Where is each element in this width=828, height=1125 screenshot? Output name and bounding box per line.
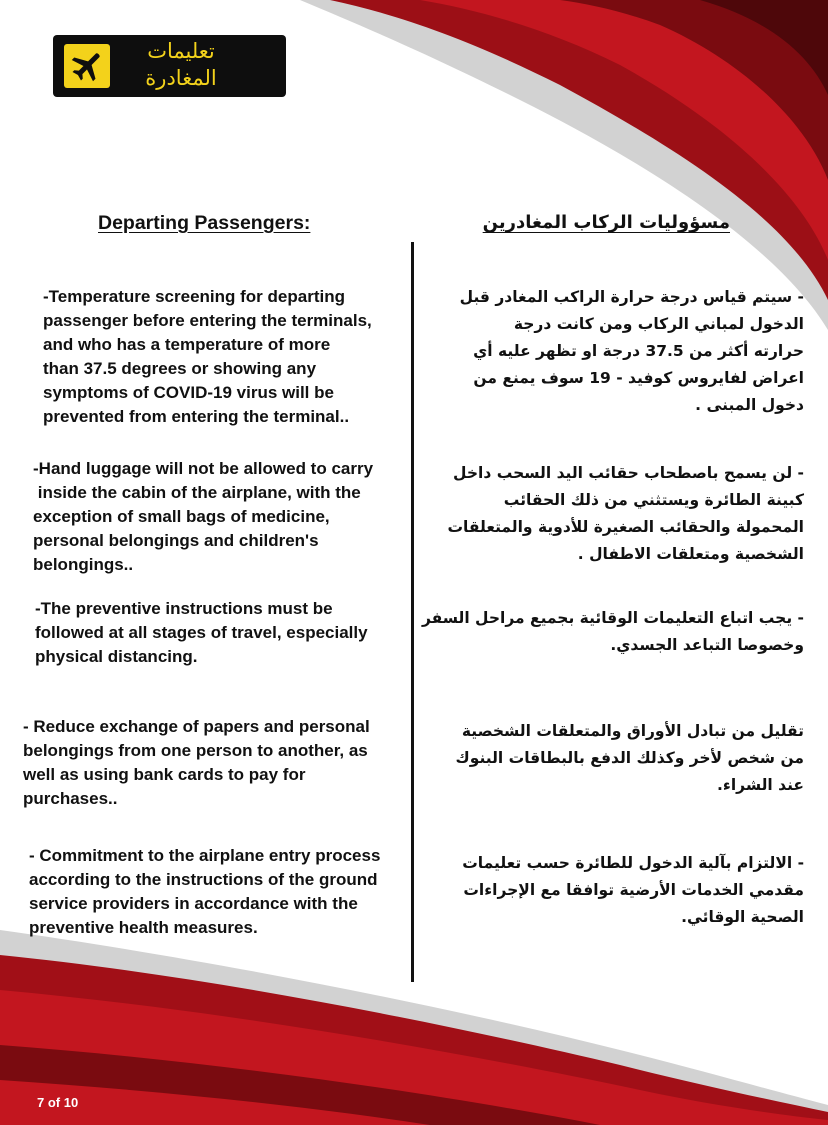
page-number: 7 of 10 [37,1095,79,1110]
ar-item-papers: تقليل من تبادل الأوراق والمتعلقات الشخصية من شخص لأخر وكذلك الدفع بالبطاقات البنوك عند الشراء. [455,722,804,794]
en-item-entry-process: - Commitment to the airplane entry process according to the instructions of the ground service providers in accordance with the preventive health measures. [29,846,381,937]
ar-item-preventive: - يجب اتباع التعليمات الوقائية بجميع مراحل السفر وخصوصا التباعد الجسدي. [421,609,804,654]
ar-item-temperature: - سيتم قياس درجة حرارة الراكب المغادر قبل الدخول لمباني الركاب ومن كانت درجة حرارته أكثر من 37.5 درجة او تظهر عليه أي اعراض لفايروس كوفيد - 19 سوف يمنع من دخول المبنى . [459,288,804,414]
column-divider [411,242,414,982]
ar-item-entry-process: - الالتزام بآلية الدخول للطائرة حسب تعليمات مقدمي الخدمات الأرضية توافقا مع الإجراءات الصحية الوقائي. [462,854,804,926]
logo-line-1: تعليمات [147,39,215,63]
en-item-temperature: -Temperature screening for departing passenger before entering the terminals, and who has a temperature of more than 37.5 degrees or showing any symptoms of COVID-19 virus will be prevented from entering the terminal.. [43,287,372,426]
logo-title [116,38,246,92]
airplane-icon [64,44,110,88]
departure-instructions-logo [53,35,286,97]
airplane-icon-tile [64,44,110,88]
en-item-papers: - Reduce exchange of papers and personal belongings from one person to another, as well as using bank cards to pay for purchases.. [23,717,370,808]
en-item-preventive: -The preventive instructions must be followed at all stages of travel, especially physical distancing. [35,599,368,666]
heading-english: Departing Passengers: [98,212,311,234]
ar-item-hand-luggage: - لن يسمح باصطحاب حقائب اليد السحب داخل كبينة الطائرة ويستثني من ذلك الحقائب المحمولة والحقائب الصغيرة للأدوية والمتعلقات الشخصية ومتعلقات الاطفال . [447,464,804,563]
logo-line-2: المغادرة [145,66,217,90]
en-item-hand-luggage: -Hand luggage will not be allowed to carry inside the cabin of the airplane, with the exception of small bags of medicine, personal belongings and children's belongings.. [33,459,374,574]
heading-arabic: مسؤوليات الركاب المغادرين [482,212,730,233]
